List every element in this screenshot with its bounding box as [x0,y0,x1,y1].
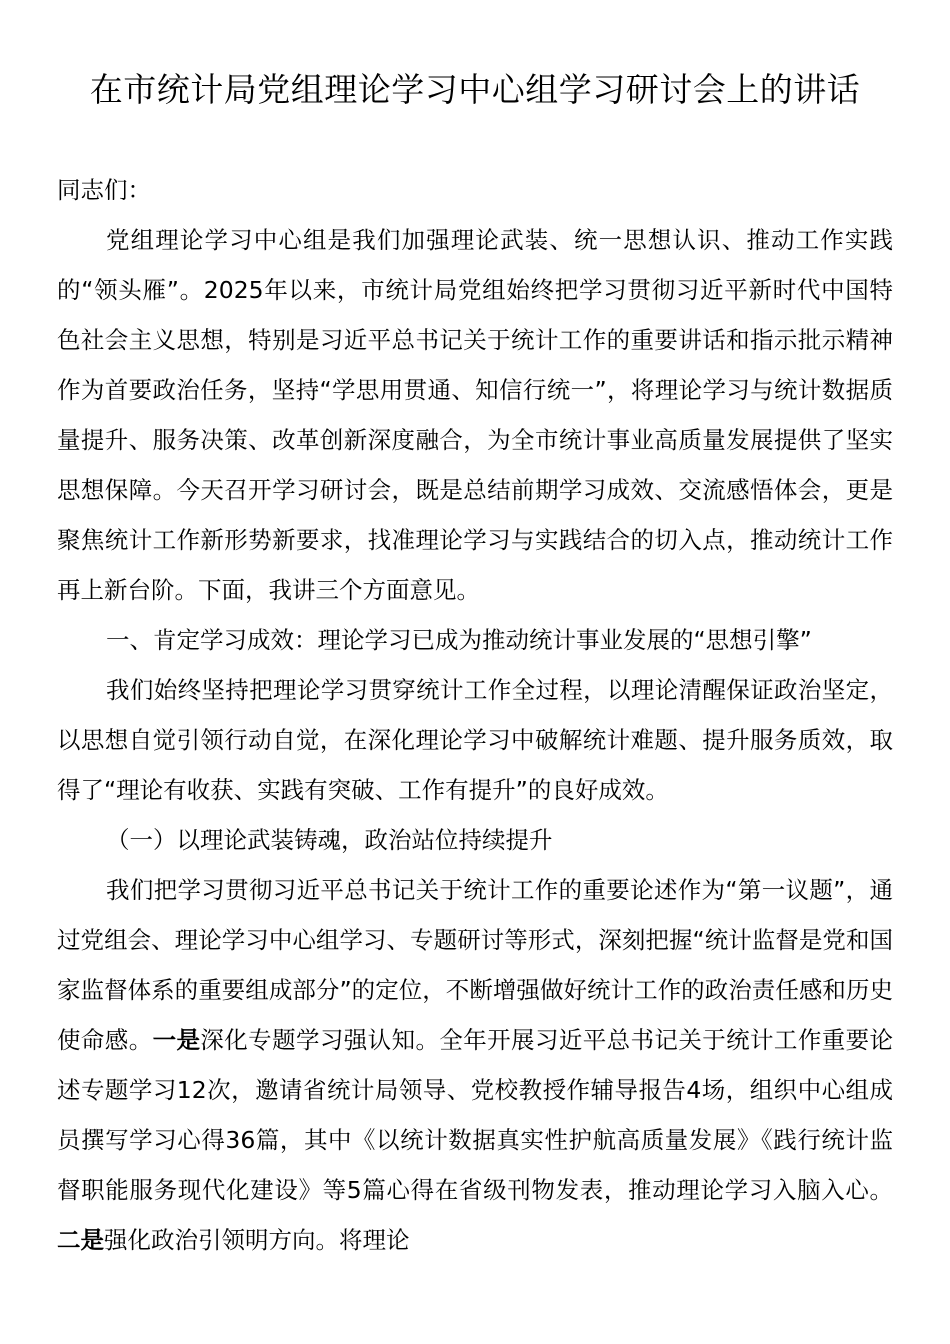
section-1-paragraph: 我们始终坚持把理论学习贯穿统计工作全过程，以理论清醒保证政治坚定，以思想自觉引领行动自觉，在深化理论学习中破解统计难题、提升服务质效，取得了“理论有收获、实践有突破、工作有提升”的良好成效。 [57,676,893,804]
point-1-label: 一是 [152,1026,201,1054]
document-body [57,165,893,1265]
intro-paragraph: 党组理论学习中心组是我们加强理论武装、统一思想认识、推动工作实践的“领头雁”。2025年以来，市统计局党组始终把学习贯彻习近平新时代中国特色社会主义思想，特别是习近平总书记关于统计工作的重要讲话和指示批示精神作为首要政治任务，坚持“学思用贯通、知信行统一”，将理论学习与统计数据质量提升、服务决策、改革创新深度融合，为全市统计事业高质量发展提供了坚实思想保障。今天召开学习研讨会，既是总结前期学习成效、交流感悟体会，更是聚焦统计工作新形势新要求，找准理论学习与实践结合的切入点，推动统计工作再上新台阶。下面，我讲三个方面意见。 [57,226,893,604]
point-2-text: 强化政治引领明方向。将理论 [104,1226,410,1254]
subsection-1-heading: （一）以理论武装铸魂，政治站位持续提升 [106,826,553,854]
subsection-1-lead-text: 我们把学习贯彻习近平总书记关于统计工作的重要论述作为“第一议题”，通过党组会、理论学习中心组学习、专题研讨等形式，深刻把握“统计监督是党和国家监督体系的重要组成部分”的定位，不断增强做好统计工作的政治责任感和历史使命感。 [57,876,893,1054]
subsection-1-paragraph [57,865,893,1265]
salutation: 同志们： [57,176,151,204]
point-1-text: 深化专题学习强认知。全年开展习近平总书记关于统计工作重要论述专题学习12次，邀请省统计局领导、党校教授作辅导报告4场，组织中心组成员撰写学习心得36篇，其中《以统计数据真实性护航高质量发展》《践行统计监督职能服务现代化建设》等5篇心得在省级刊物发表，推动理论学习入脑入心。 [57,1026,894,1204]
point-2-label: 二是 [57,1226,104,1254]
document-title: 在市统计局党组理论学习中心组学习研讨会上的讲话 [89,70,861,109]
section-1-heading: 一、肯定学习成效：理论学习已成为推动统计事业发展的“思想引擎” [106,626,812,654]
